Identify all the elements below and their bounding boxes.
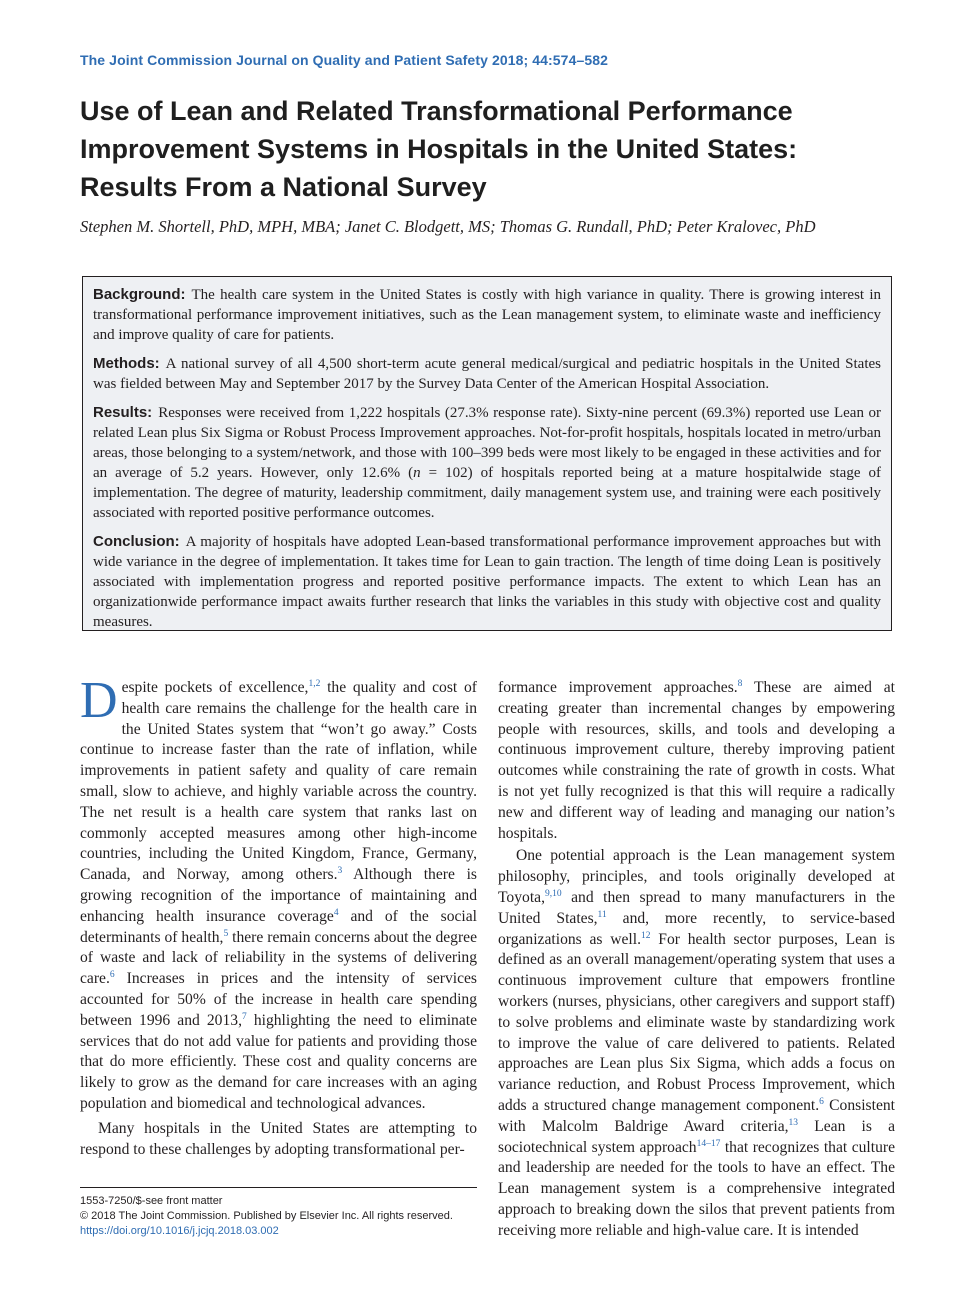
body-text: Increases in prices and the intensity of services accounted for 50% of the increase in health care spending between 1996 and 2013,	[80, 970, 477, 1029]
citation-link[interactable]: 12	[641, 930, 651, 941]
abstract-box	[82, 276, 892, 631]
results-text-2: = 102) of hospitals reported being at a mature hospitalwide stage of implementation. The degree of maturity, leadership commitment, daily management system use, and training were each positively associated with reported positive performance outcomes.	[93, 465, 881, 521]
body-text: formance improvement approaches.	[498, 679, 738, 696]
issn-line: 1553-7250/$-see front matter	[80, 1195, 223, 1207]
body-text: One potential approach is the Lean management system philosophy, principles, and tools originally developed at Toyota,	[498, 847, 895, 906]
article-title: Use of Lean and Related Transformational Performance Improvement Systems in Hospitals in the United States: Results From a National Survey	[80, 96, 798, 202]
body-text: espite pockets of excellence,	[121, 679, 309, 696]
conclusion-label: Conclusion:	[93, 533, 180, 550]
footnote-divider	[80, 1187, 477, 1188]
journal-header: The Joint Commission Journal on Quality and Patient Safety 2018; 44:574–582	[80, 52, 608, 68]
body-text: and of the social determinants of health,	[80, 907, 477, 946]
results-n: n	[413, 465, 421, 481]
abstract-background	[93, 285, 881, 345]
citation-link[interactable]: 5	[223, 928, 229, 939]
body-text: Consistent with Malcolm Baldrige Award criteria,	[498, 1096, 896, 1135]
background-label: Background:	[93, 286, 186, 303]
doi-link[interactable]: https://doi.org/10.1016/j.jcjq.2018.03.002	[80, 1225, 279, 1237]
conclusion-text: A majority of hospitals have adopted Lean-based transformational performance improvement approaches but with wide variance in the degree of implementation. It takes time for Lean to gain traction. The length of time doing Lean is positively associated with implementation progress and reported positive performance impacts. The extent to which Lean has an organizationwide performance impact awaits further research that links the variables in this study with objective cost and quality measures.	[93, 534, 881, 630]
footnote	[80, 1194, 453, 1239]
citation-link[interactable]: 3	[337, 866, 343, 877]
body-text: Lean is a sociotechnical system approach	[498, 1117, 896, 1156]
body-text: highlighting the need to eliminate services that do not add value for patients and providing those that do more efficiently. These cost and quality concerns are likely to grow as the demand for care increases with an aging population and biomedical and technological advances.	[80, 1011, 478, 1112]
body-column-left	[80, 672, 478, 1160]
background-text: The health care system in the United States is costly with high variance in quality. There is growing interest in transformational performance improvement initiatives, such as the Lean management system, to eliminate waste and inefficiency and improve quality of care for patients.	[93, 287, 881, 343]
body-text: and then spread to many manufacturers in the United States,	[498, 888, 895, 927]
citation-link[interactable]: 8	[737, 679, 743, 689]
citation-link[interactable]: 14–17	[696, 1138, 721, 1149]
copyright-line: © 2018 The Joint Commission. Published by Elsevier Inc. All rights reserved.	[80, 1210, 453, 1222]
body-text: that recognizes that culture and leadership are needed for the tools to have an effect. The Lean management system is a comprehensive integrated approach to breaking down the silos that prevent patients from receiving more reliable and high-value care. It is intended	[498, 1138, 895, 1239]
abstract-methods	[93, 354, 881, 394]
methods-label: Methods:	[93, 355, 160, 372]
abstract-results	[93, 403, 881, 523]
body-text: the quality and cost of health care remains the challenge for the health care in the United States system that “won’t go away.” Costs continue to increase faster than the rate of inflation, while improvements in patient safety and quality of care remain small, slow to achieve, and highly variable across the country. The net result is a health care system that ranks last on commonly accepted measures among other high-income countries, including the United Kingdom, France, Germany, Canada, and Norway, among others.	[80, 679, 477, 884]
body-text: there remain concerns about the degree of waste and lack of reliability in the systems of delivering care.	[80, 928, 477, 988]
drop-cap: D	[80, 672, 118, 729]
results-label: Results:	[93, 404, 153, 421]
citation-link[interactable]: 9,10	[544, 888, 562, 899]
body-paragraph: Many hospitals in the United States are attempting to respond to these challenges by adopting transformational per-	[80, 1119, 477, 1158]
body-text: For health sector purposes, Lean is defined as an overall management/operating system that uses a continuous improvement culture that empowers frontline workers (nurses, physicians, other caregivers and support staff) to solve problems and eliminate waste by standardizing work to improve the value of care delivered to patients. Related approaches are Lean plus Six Sigma, which adds a focus on variance reduction, and Robust Process Improvement, which adds a structured change management component.	[498, 930, 895, 1114]
body-text: and, more recently, to service-based organizations as well.	[498, 909, 895, 948]
citation-link[interactable]: 1,2	[308, 679, 321, 689]
citation-link[interactable]: 11	[597, 909, 607, 920]
abstract-conclusion	[93, 532, 881, 632]
author-list: Stephen M. Shortell, PhD, MPH, MBA; Janet C. Blodgett, MS; Thomas G. Rundall, PhD; Peter Kralovec, PhD	[80, 217, 816, 236]
citation-link[interactable]: 13	[788, 1117, 799, 1128]
citation-link[interactable]: 6	[109, 970, 115, 981]
body-text: These are aimed at creating greater than incremental changes by empowering people with resources, skills, and tools and developing a continuous improvement culture, thereby improving patient outcomes while constraining the rate of growth in costs. What is not yet fully recognized is that this will require a radically new and different way of leading and managing our nation’s hospitals.	[498, 679, 895, 842]
citation-link[interactable]: 4	[333, 907, 339, 918]
citation-link[interactable]: 7	[241, 1011, 247, 1022]
body-text: Although there is growing recognition of the importance of maintaining and enhancing health insurance coverage	[80, 866, 477, 925]
methods-text: A national survey of all 4,500 short-term acute general medical/surgical and pediatric hospitals in the United States was fielded between May and September 2017 by the Survey Data Center of the American Hospital Association.	[93, 356, 881, 392]
citation-link[interactable]: 6	[819, 1096, 824, 1107]
body-paragraph	[498, 678, 895, 844]
results-text-1: Responses were received from 1,222 hospitals (27.3% response rate). Sixty-nine percent (69.3%) reported use Lean or related Lean plus Six Sigma or Robust Process Improvement approaches. Not-for-profit hospitals, hospitals located in metro/urban areas, those belonging to a system/network, and those with 100–399 beds were most likely to be engaged in these activities and for an average of 5.2 years. However, only 12.6% (	[93, 405, 881, 481]
body-paragraph	[498, 846, 895, 1241]
body-paragraph	[80, 672, 478, 1115]
body-column-right	[498, 678, 895, 1242]
